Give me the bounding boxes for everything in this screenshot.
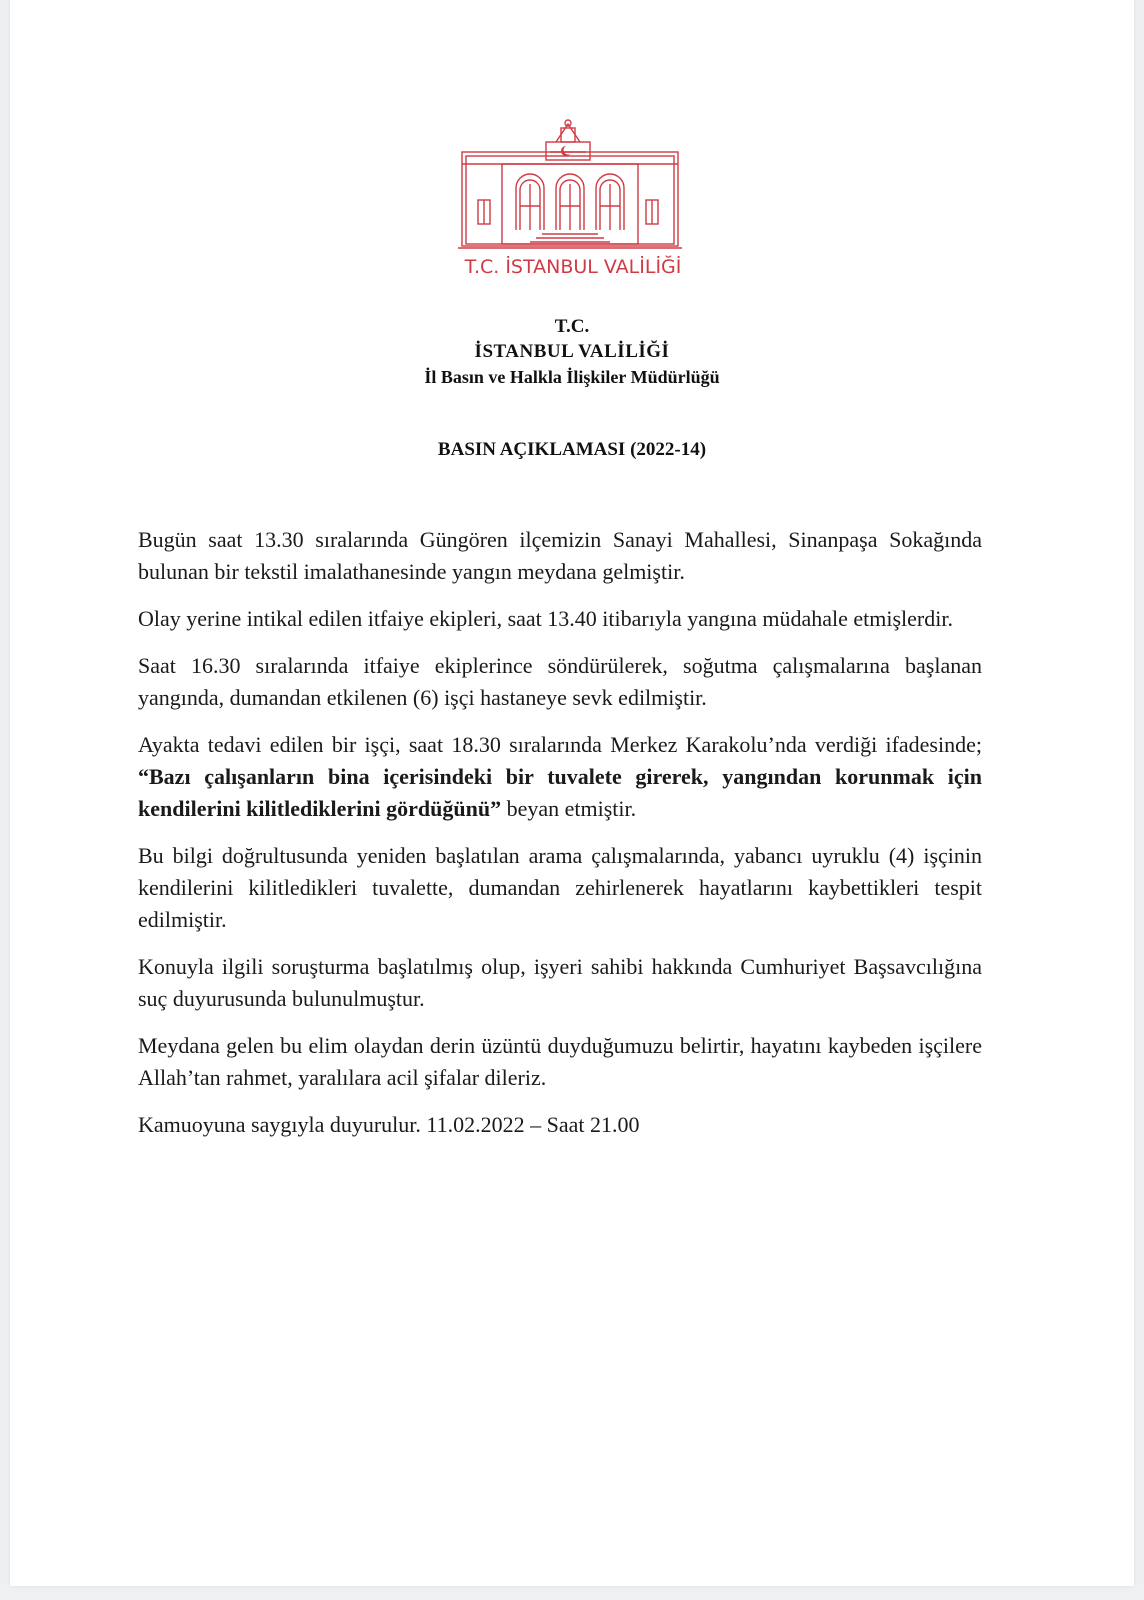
istanbul-valiligi-logo — [458, 118, 688, 280]
paragraph-4-quote: “Bazı çalışanların bina içerisindeki bir tuvalete girerek, yangından korunmak için kendilerini kilitlediklerini gördüğünü” — [138, 764, 982, 821]
header-mudurluk: İl Basın ve Halkla İlişkiler Müdürlüğü — [424, 367, 720, 387]
document-title: BASIN AÇIKLAMASI (2022-14) — [437, 439, 707, 460]
press-release-body — [138, 524, 982, 1156]
logo-caption: T.C. İSTANBUL VALİLİĞİ — [464, 256, 682, 278]
istanbul-governorship-building-icon — [458, 118, 688, 253]
paragraph-6: Konuyla ilgili soruşturma başlatılmış olup, işyeri sahibi hakkında Cumhuriyet Başsavcılığına suç duyurusunda bulunulmuştur. — [138, 954, 982, 1011]
header-valilik: İSTANBUL VALİLİĞİ — [474, 341, 670, 362]
paragraph-5: Bu bilgi doğrultusunda yeniden başlatılan arama çalışmalarında, yabancı uyruklu (4) işçinin kendilerini kilitledikleri tuvalette, dumandan zehirlenerek hayatlarını kaybettikleri tespit edilmiştir. — [138, 843, 982, 932]
paragraph-4 — [138, 729, 982, 825]
header-tc: T.C. — [554, 316, 590, 337]
paragraph-4-end: beyan etmiştir. — [501, 796, 637, 821]
paragraph-8: Kamuoyuna saygıyla duyurulur. 11.02.2022 – Saat 21.00 — [138, 1112, 640, 1137]
paragraph-3: Saat 16.30 sıralarında itfaiye ekiplerince söndürülerek, soğutma çalışmalarına başlanan yangında, dumandan etkilenen (6) işçi hastaneye sevk edilmiştir. — [138, 653, 982, 710]
paragraph-2: Olay yerine intikal edilen itfaiye ekipleri, saat 13.40 itibarıyla yangına müdahale etmişlerdir. — [138, 606, 953, 631]
paragraph-4-intro: Ayakta tedavi edilen bir işçi, saat 18.30 sıralarında Merkez Karakolu’nda verdiği ifadesinde; — [138, 732, 982, 757]
paragraph-1: Bugün saat 13.30 sıralarında Güngören ilçemizin Sanayi Mahallesi, Sinanpaşa Sokağında bulunan bir tekstil imalathanesinde yangın meydana gelmiştir. — [138, 527, 982, 584]
paragraph-7: Meydana gelen bu elim olaydan derin üzüntü duyduğumuzu belirtir, hayatını kaybeden işçilere Allah’tan rahmet, yaralılara acil şifalar dileriz. — [138, 1033, 982, 1090]
